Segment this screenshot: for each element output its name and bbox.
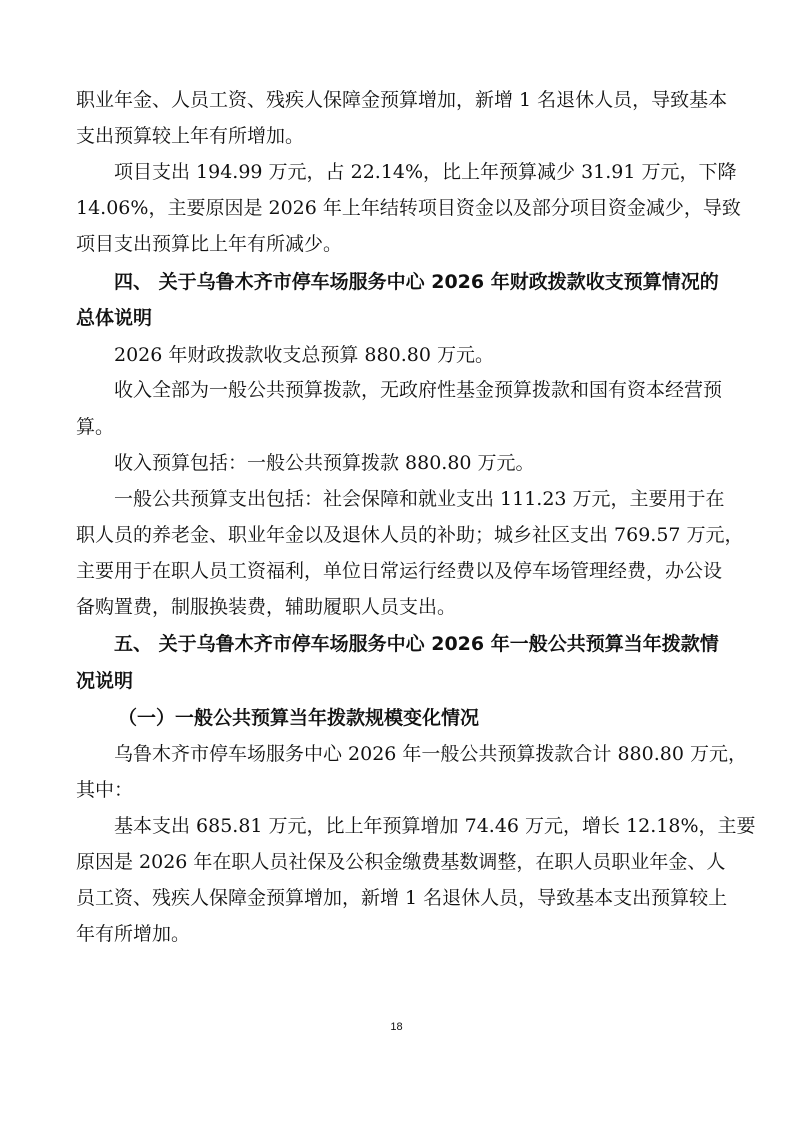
section-heading-line: 总体说明 [76, 307, 153, 329]
paragraph-line: 项目支出 194.99 万元，占 22.14%，比上年预算减少 31.91 万元，下降 [114, 161, 737, 183]
paragraph-line: 职业年金、人员工资、残疾人保障金预算增加，新增 1 名退休人员，导致基本 [76, 89, 728, 111]
paragraph-line: 收入全部为一般公共预算拨款，无政府性基金预算拨款和国有资本经营预 [114, 379, 723, 401]
page-number: 18 [390, 1021, 403, 1033]
paragraph-line: 其中： [76, 779, 134, 801]
paragraph-line: 2026 年财政拨款收支总预算 880.80 万元。 [114, 344, 494, 366]
section-heading-line: 四、 关于乌鲁木齐市停车场服务中心 2026 年财政拨款收支预算情况的 [114, 271, 719, 293]
paragraph-line: 员工资、残疾人保障金预算增加，新增 1 名退休人员，导致基本支出预算较上 [76, 887, 728, 909]
paragraph-line: 基本支出 685.81 万元，比上年预算增加 74.46 万元，增长 12.18%，主要 [114, 815, 756, 837]
paragraph-line: 算。 [76, 416, 115, 438]
section-heading-line: 况说明 [76, 670, 134, 692]
paragraph-line: 支出预算较上年有所增加。 [76, 125, 305, 147]
paragraph-line: 主要用于在职人员工资福利，单位日常运行经费以及停车场管理经费，办公设 [76, 560, 723, 582]
paragraph-line: 原因是 2026 年在职人员社保及公积金缴费基数调整，在职人员职业年金、人 [76, 851, 726, 873]
section-heading-line: 五、 关于乌鲁木齐市停车场服务中心 2026 年一般公共预算当年拨款情 [114, 633, 719, 655]
paragraph-line: 收入预算包括：一般公共预算拨款 880.80 万元。 [114, 452, 535, 474]
paragraph-line: 项目支出预算比上年有所减少。 [76, 233, 343, 255]
paragraph-line: 一般公共预算支出包括：社会保障和就业支出 111.23 万元，主要用于在 [114, 488, 725, 510]
paragraph-line: 职人员的养老金、职业年金以及退休人员的补助；城乡社区支出 769.57 万元， [76, 524, 744, 546]
paragraph-line: 乌鲁木齐市停车场服务中心 2026 年一般公共预算拨款合计 880.80 万元， [114, 743, 747, 765]
paragraph-line: 14.06%，主要原因是 2026 年上年结转项目资金以及部分项目资金减少，导致 [76, 197, 741, 219]
section-heading-line: （一）一般公共预算当年拨款规模变化情况 [118, 707, 480, 729]
paragraph-line: 备购置费，制服换装费，辅助履职人员支出。 [76, 596, 457, 618]
paragraph-line: 年有所增加。 [76, 923, 191, 945]
